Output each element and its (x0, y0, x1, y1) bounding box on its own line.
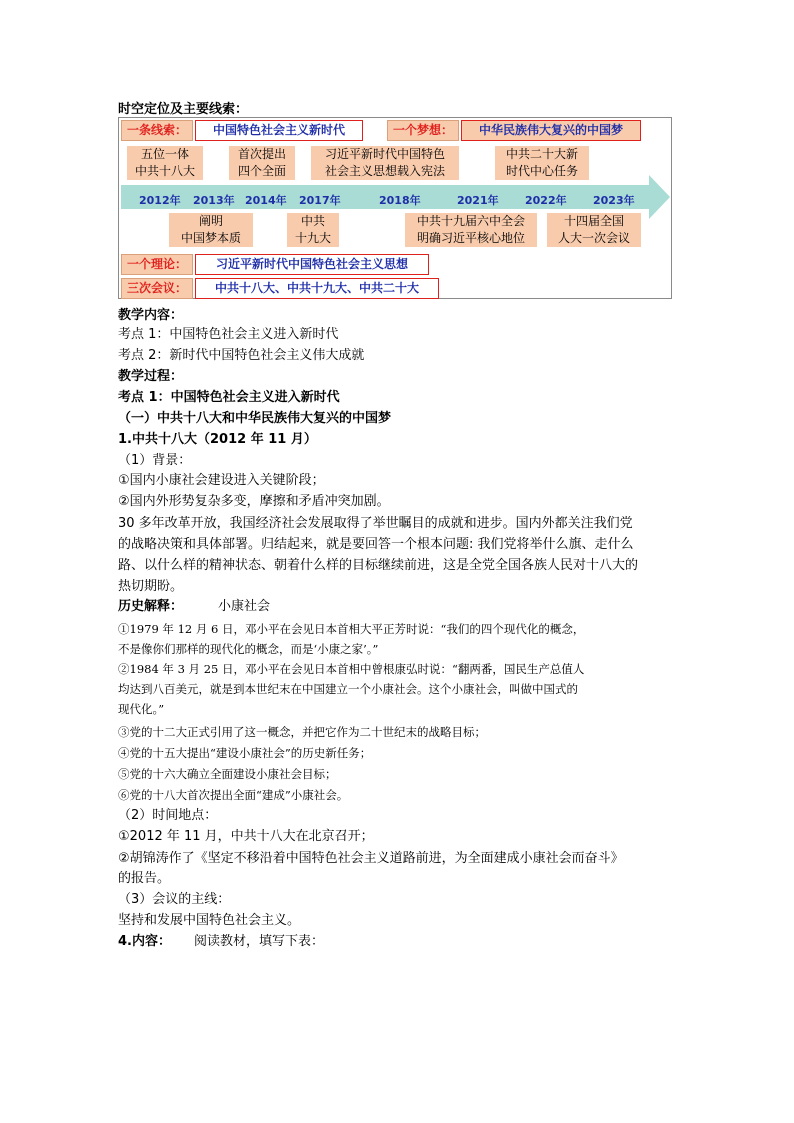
text-line: 坚持和发展中国特色社会主义。 (118, 913, 301, 928)
text-line: 路、以什么样的精神状态、朝着什么样的目标继续前进，这是全党全国各族人民对十八大的 (118, 558, 639, 573)
text-line: 考点 2：新时代中国特色社会主义伟大成就 (118, 348, 365, 363)
year-label: 2018年 (379, 194, 421, 207)
text-line: 阅读教材，填写下表： (194, 934, 325, 949)
event-line: 社会主义思想载入宪法 (324, 164, 445, 178)
text-line: ⑤党的十六大确立全面建设小康社会目标； (118, 767, 337, 781)
text-line: 小康社会 (218, 599, 271, 614)
text-line: ①国内小康社会建设进入关键阶段； (118, 473, 325, 488)
section-heading: 历史解释： (118, 599, 184, 614)
year-label: 2021年 (457, 194, 499, 207)
event-box (547, 213, 641, 247)
text-line: ⑥党的十八大首次提出全面“建成”小康社会。 (118, 788, 349, 802)
timeline-diagram (118, 117, 672, 299)
section-heading: 教学内容： (118, 308, 184, 323)
clue-label: 一条线索： (121, 120, 193, 141)
text-line: 不是像你们那样的现代化的概念，而是‘小康之家’。” (118, 642, 379, 656)
text-line: （1）背景： (118, 453, 192, 468)
text-line: ③党的十二大正式引用了这一概念，并把它作为二十世纪末的战略目标； (118, 725, 486, 739)
event-line: 中共二十大新 (505, 147, 578, 161)
text-line: 现代化。” (118, 702, 165, 716)
section-heading: 教学过程： (118, 369, 184, 384)
theory-value: 习近平新时代中国特色社会主义思想 (195, 254, 429, 275)
text-line: ②国内外形势复杂多变，摩擦和矛盾冲突加剧。 (118, 494, 390, 509)
text-line: 热切期盼。 (118, 579, 184, 594)
dream-label: 一个梦想： (387, 120, 459, 141)
event-line: 阐明 (198, 214, 223, 228)
meetings-label: 三次会议： (121, 278, 193, 299)
text-line: ②胡锦涛作了《坚定不移沿着中国特色社会主义道路前进，为全面建成小康社会而奋斗》 (118, 851, 624, 866)
section-heading: 考点 1：中国特色社会主义进入新时代 (118, 390, 340, 405)
event-line: 五位一体 (140, 147, 189, 161)
event-line: 习近平新时代中国特色 (324, 147, 445, 161)
year-label: 2014年 (245, 194, 287, 207)
text-line: ①1979 年 12 月 6 日，邓小平在会见日本首相大平正芳时说：“我们的四个现代化的概念， (118, 622, 585, 636)
dream-value: 中华民族伟大复兴的中国梦 (461, 120, 641, 141)
year-label: 2013年 (193, 194, 235, 207)
event-line: 中国梦本质 (180, 231, 241, 245)
clue-value: 中国特色社会主义新时代 (195, 120, 363, 141)
event-line: 十九大 (294, 231, 331, 245)
event-line: 十四届全国 (563, 214, 624, 228)
event-line: 中共十八大 (134, 164, 195, 178)
text-line: 30 多年改革开放，我国经济社会发展取得了举世瞩目的成就和进步。国内外都关注我们党 (118, 516, 633, 531)
text-line: （3）会议的主线： (118, 892, 231, 907)
year-label: 2023年 (593, 194, 635, 207)
section-heading: 4.内容： (118, 934, 171, 949)
event-line: 中共十九届六中全会 (416, 214, 525, 228)
event-box (405, 213, 537, 247)
event-line: 人大一次会议 (557, 231, 630, 245)
event-line: 首次提出 (237, 147, 286, 161)
section-heading: 1.中共十八大（2012 年 11 月） (118, 432, 317, 447)
text-line: 的报告。 (118, 871, 171, 886)
meetings-value: 中共十八大、中共十九大、中共二十大 (195, 278, 439, 299)
year-label: 2012年 (139, 194, 181, 207)
event-box (169, 213, 253, 247)
text-line: ②1984 年 3 月 25 日，邓小平在会见日本首相中曾根康弘时说：“翻两番，国民生产总值人 (118, 662, 585, 676)
text-line: ①2012 年 11 月，中共十八大在北京召开； (118, 829, 374, 844)
event-line: 明确习近平核心地位 (416, 231, 525, 245)
theory-label: 一个理论： (121, 254, 193, 275)
year-label: 2017年 (299, 194, 341, 207)
event-box (287, 213, 339, 247)
year-label: 2022年 (525, 194, 567, 207)
page-title: 时空定位及主要线索： (118, 102, 249, 117)
text-line: 的战略决策和具体部署。归结起来，就是要回答一个根本问题: 我们党将举什么旗、走什么 (118, 537, 634, 552)
event-line: 四个全面 (237, 164, 286, 178)
text-line: （2）时间地点： (118, 808, 218, 823)
text-line: 均达到八百美元，就是到本世纪末在中国建立一个小康社会。这个小康社会，叫做中国式的 (118, 682, 578, 696)
text-line: ④党的十五大提出“建设小康社会”的历史新任务； (118, 746, 372, 760)
event-line: 中共 (300, 214, 325, 228)
section-heading: （一）中共十八大和中华民族伟大复兴的中国梦 (118, 411, 392, 426)
event-line: 时代中心任务 (505, 164, 578, 178)
text-line: 考点 1：中国特色社会主义进入新时代 (118, 327, 339, 342)
